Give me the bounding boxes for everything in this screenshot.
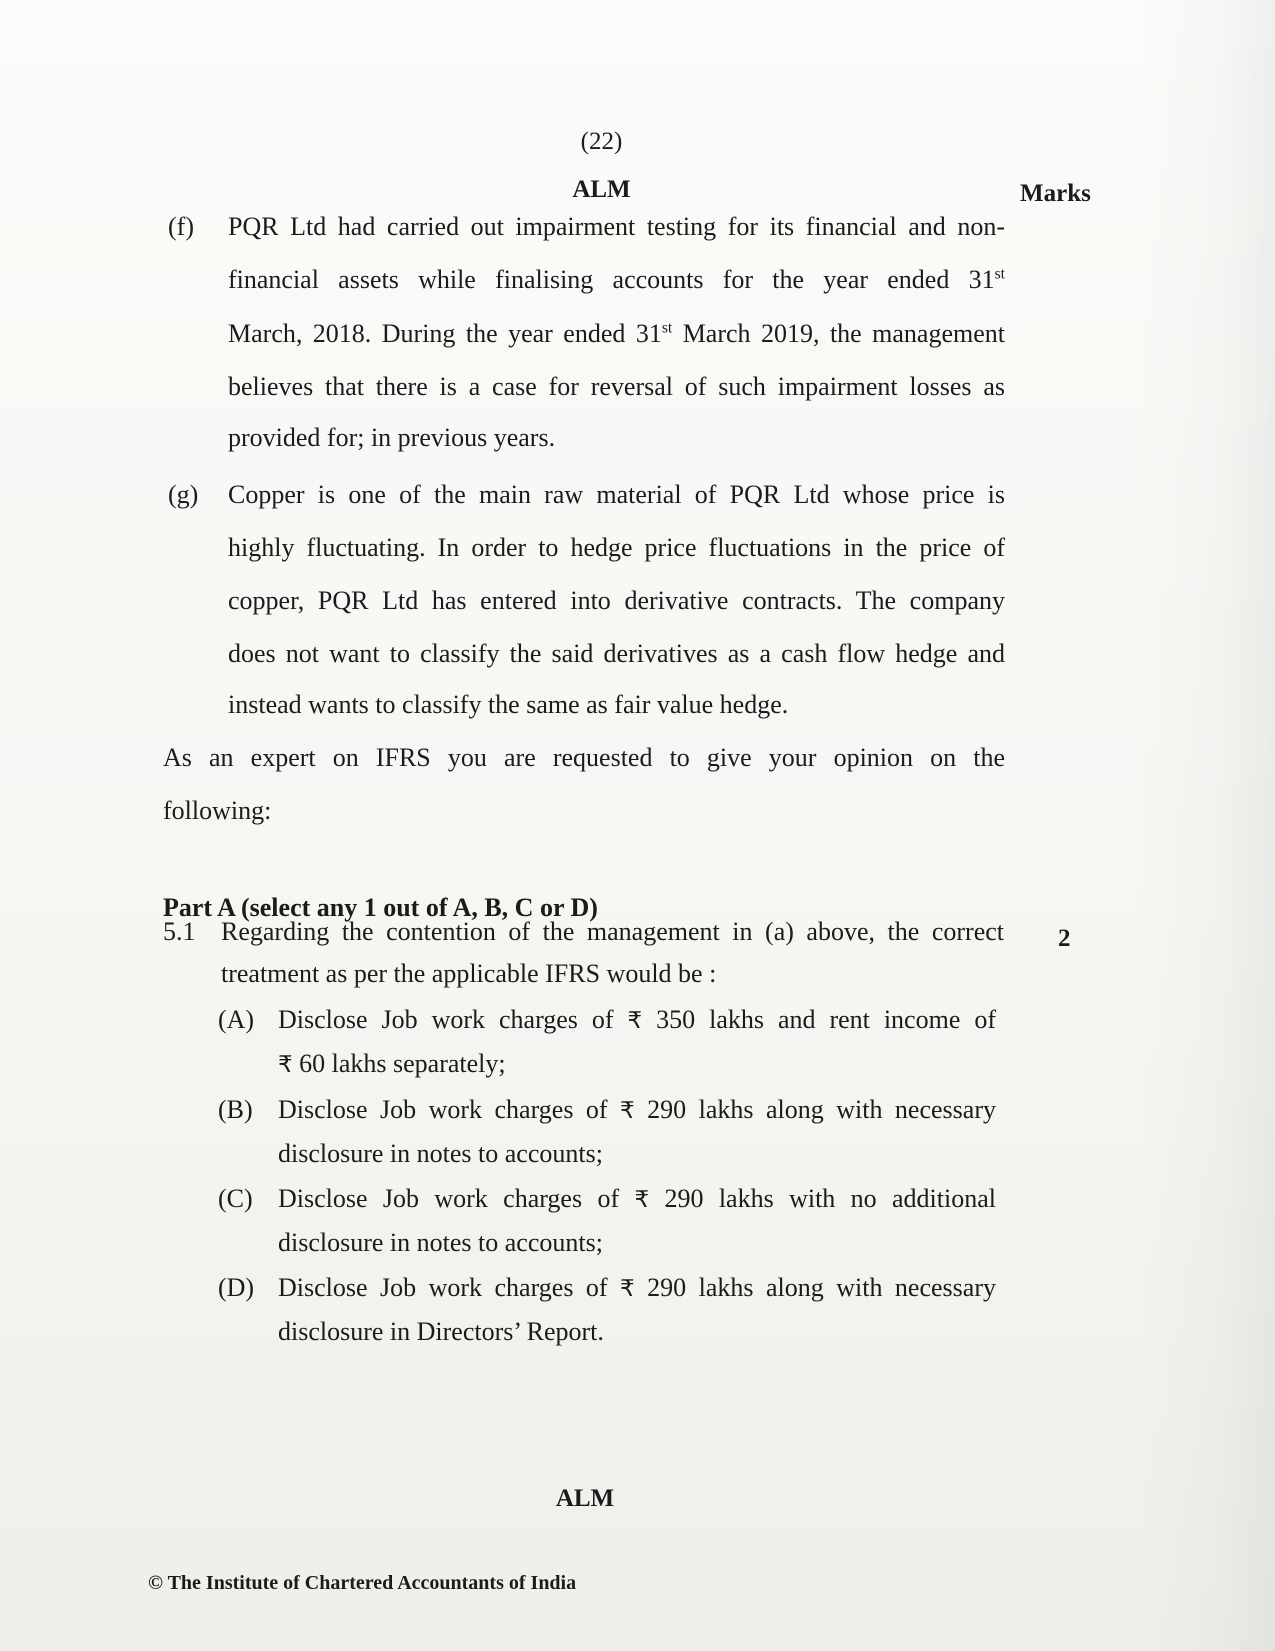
item-g-line: highly fluctuating. In order to hedge price fluctuations in the price of <box>228 533 1005 562</box>
item-g-label: (g) <box>168 480 199 509</box>
rupee-icon: ₹ <box>634 1187 650 1213</box>
item-f-line: believes that there is a case for reversal of such impairment losses as <box>228 372 1005 401</box>
option-d-line: disclosure in Directors’ Report. <box>278 1317 604 1346</box>
rupee-icon: ₹ <box>627 1008 643 1034</box>
question-text-line: Regarding the contention of the management in (a) above, the correct <box>221 917 1004 946</box>
option-a-line: ₹ 60 lakhs separately; <box>278 1049 506 1078</box>
rupee-icon: ₹ <box>278 1052 293 1078</box>
page-edge-shadow <box>1135 0 1275 1651</box>
intro-line: following: <box>163 796 272 825</box>
option-b-line: Disclose Job work charges of ₹ 290 lakhs along with necessary <box>278 1095 996 1124</box>
option-c-line: Disclose Job work charges of ₹ 290 lakhs with no additional <box>278 1184 996 1213</box>
copyright-notice: © The Institute of Chartered Accountants of India <box>148 1572 577 1594</box>
option-c-label: (C) <box>218 1184 253 1213</box>
item-g-line: does not want to classify the said derivatives as a cash flow hedge and <box>228 639 1005 668</box>
item-f-line: financial assets while finalising accounts for the year ended 31st <box>228 265 1005 294</box>
item-f-line: March, 2018. During the year ended 31st March 2019, the management <box>228 319 1005 348</box>
item-g-line: Copper is one of the main raw material of PQR Ltd whose price is <box>228 480 1005 509</box>
item-f-label: (f) <box>168 212 194 241</box>
item-f-line: PQR Ltd had carried out impairment testing for its financial and non- <box>228 212 1005 241</box>
intro-line: As an expert on IFRS you are requested to give your opinion on the <box>163 743 1005 772</box>
option-b-line: disclosure in notes to accounts; <box>278 1139 603 1168</box>
option-b-label: (B) <box>218 1095 253 1124</box>
part-a-heading: Part A (select any 1 out of A, B, C or D) <box>163 893 598 922</box>
rupee-icon: ₹ <box>620 1098 635 1124</box>
header-title: ALM <box>572 176 631 203</box>
option-d-label: (D) <box>218 1273 255 1302</box>
question-marks: 2 <box>1058 925 1071 952</box>
item-g-line: copper, PQR Ltd has entered into derivative contracts. The company <box>228 586 1005 615</box>
option-d-line: Disclose Job work charges of ₹ 290 lakhs along with necessary <box>278 1273 996 1302</box>
option-a-line: Disclose Job work charges of ₹ 350 lakhs and rent income of <box>278 1005 996 1034</box>
question-number: 5.1 <box>163 917 196 946</box>
marks-column-label: Marks <box>1020 180 1091 207</box>
rupee-icon: ₹ <box>620 1276 635 1302</box>
item-g-line: instead wants to classify the same as fair value hedge. <box>228 690 789 719</box>
option-a-label: (A) <box>218 1005 255 1034</box>
footer-title: ALM <box>555 1485 615 1512</box>
item-f-line: provided for; in previous years. <box>228 423 556 452</box>
option-c-line: disclosure in notes to accounts; <box>278 1228 603 1257</box>
question-text-line: treatment as per the applicable IFRS would be : <box>221 959 717 988</box>
page-number: (22) <box>580 128 623 155</box>
